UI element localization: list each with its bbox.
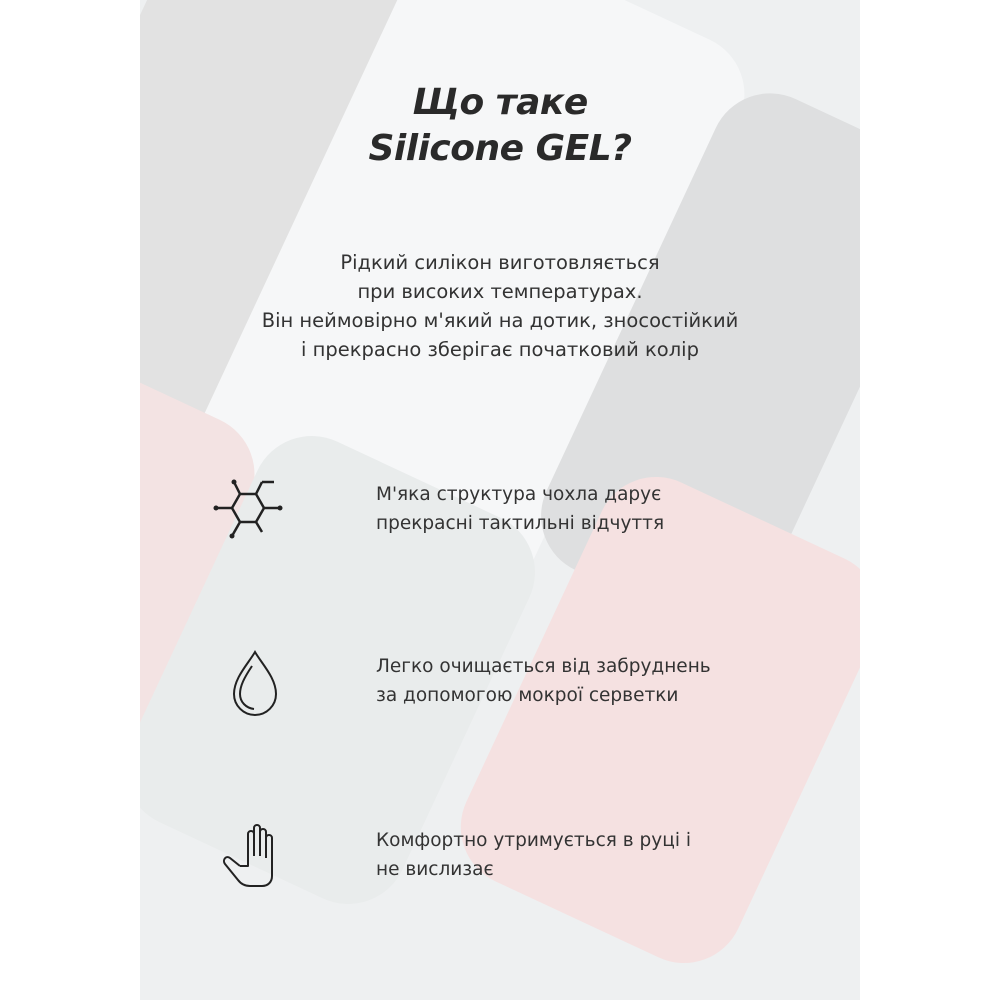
feature-text-line: М'яка структура чохла дарує [376,484,662,505]
molecule-icon [200,476,290,556]
description-line: Рідкий силікон виготовляється [340,251,660,274]
description-line: Він неймовірно м'який на дотик, зносостійкий [261,309,739,332]
infographic-canvas [140,0,860,1000]
feature-text-line: прекрасні тактильні відчуття [376,513,665,534]
feature-text-line: не вислизає [376,859,494,880]
water-drop-icon [200,648,290,728]
description-line: і прекрасно зберігає початковий колір [301,338,699,361]
description-line: при високих температурах. [357,280,643,303]
description [140,248,860,364]
feature-text-line: за допомогою мокрої серветки [376,685,679,706]
title-line: Що таке [412,82,588,123]
feature-text-line: Легко очищається від забруднень [376,656,711,677]
feature-text-line: Комфортно утримується в руці і [376,830,691,851]
feature-item [140,476,860,556]
title-line: Silicone GEL? [368,128,632,169]
hand-icon [200,822,290,902]
feature-item [140,822,860,902]
page-title [140,80,860,172]
feature-item [140,648,860,728]
